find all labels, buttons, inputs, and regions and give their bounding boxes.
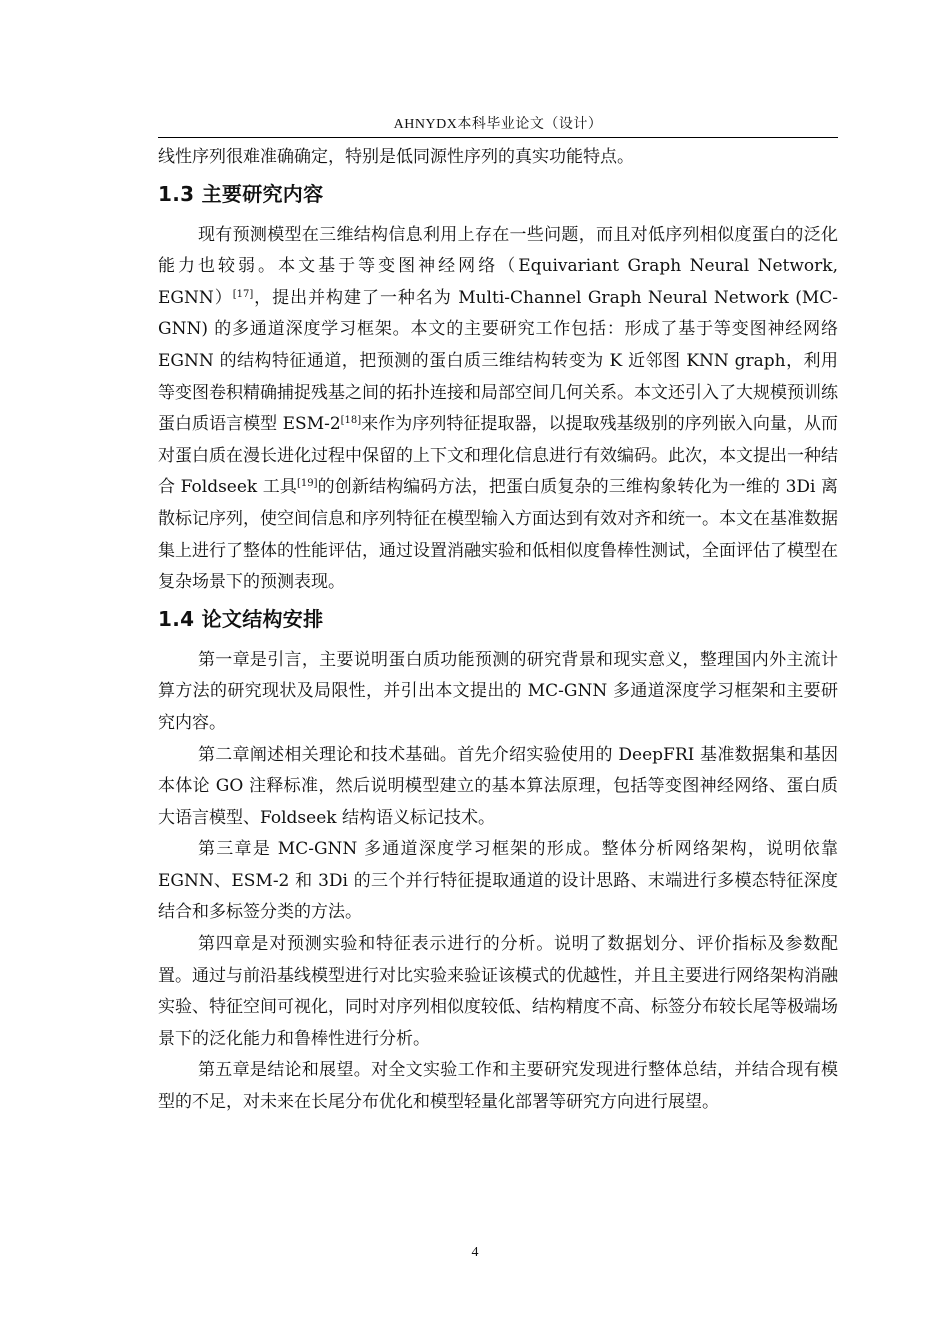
page-body (158, 142, 838, 1119)
citation-17: [17] (232, 288, 254, 300)
paragraph-text: 现有预测模型在三维结构信息利用上存在一些问题，而且对低序列相似度蛋白的泛化能力也较弱。本文基于等变图神经网络（Equivariant Graph Neural Network, EGNN） (158, 224, 838, 308)
paragraph-text: 的创新结构编码方法，把蛋白质复杂的三维构象转化为一维的 3Di 离散标记序列，使空间信息和序列特征在模型输入方面达到有效对齐和统一。本文在基准数据集上进行了整体的性能评估，通过设置消融实验和低相似度鲁棒性测试，全面评估了模型在复杂场景下的预测表现。 (158, 477, 838, 593)
paragraph-main-research (158, 220, 838, 599)
running-header: AHNYDX本科毕业论文（设计） (393, 117, 603, 132)
paragraph-chapter-1: 第一章是引言，主要说明蛋白质功能预测的研究背景和现实意义，整理国内外主流计算方法的研究现状及局限性，并引出本文提出的 MC-GNN 多通道深度学习框架和主要研究内容。 (158, 649, 838, 733)
paragraph-chapter-4: 第四章是对预测实验和特征表示进行的分析。说明了数据划分、评价指标及参数配置。通过与前沿基线模型进行对比实验来验证该模式的优越性，并且主要进行网络架构消融实验、特征空间可视化，同时对序列相似度较低、结构精度不高、标签分布较长尾等极端场景下的泛化能力和鲁棒性进行分析。 (158, 934, 838, 1049)
section-heading-1-3: 1.3 主要研究内容 (158, 181, 324, 206)
paragraph-text: ，提出并构建了一种名为 Multi-Channel Graph Neural Network (MC-GNN) 的多通道深度学习框架。本文的主要研究工作包括：形成了基于等变图神经网络 EGNN 的结构特征通道，把预测的蛋白质三维结构转变为 K 近邻图 KNN graph，利用等变图卷积精确捕捉残基之间的拓扑连接和局部空间几何关系。本文还引入了大规模预训练蛋白质语言模型 ESM-2 (158, 287, 838, 435)
header-rule (158, 137, 838, 138)
page-number: 4 (471, 1245, 479, 1260)
paragraph-text: 来作为序列特征提取器，以提取残基级别的序列嵌入向量，从而对蛋白质在漫长进化过程中保留的上下文和理化信息进行有效编码。此次，本文提出一种结合 Foldseek 工具 (158, 414, 838, 498)
paragraph-chapter-5: 第五章是结论和展望。对全文实验工作和主要研究发现进行整体总结，并结合现有模型的不足，对未来在长尾分布优化和模型轻量化部署等研究方向进行展望。 (158, 1060, 838, 1113)
citation-18: [18] (340, 415, 362, 427)
section-heading-1-4: 1.4 论文结构安排 (158, 606, 324, 631)
citation-19: [19] (297, 478, 318, 490)
continuation-paragraph: 线性序列很难准确确定，特别是低同源性序列的真实功能特点。 (158, 147, 634, 167)
paragraph-chapter-3: 第三章是 MC-GNN 多通道深度学习框架的形成。整体分析网络架构，说明依靠 EGNN、ESM-2 和 3Di 的三个并行特征提取通道的设计思路、末端进行多模态特征深度结合和多标签分类的方法。 (158, 839, 838, 923)
paragraph-chapter-2: 第二章阐述相关理论和技术基础。首先介绍实验使用的 DeepFRI 基准数据集和基因本体论 GO 注释标准，然后说明模型建立的基本算法原理，包括等变图神经网络、蛋白质大语言模型、Foldseek 结构语义标记技术。 (158, 744, 838, 828)
